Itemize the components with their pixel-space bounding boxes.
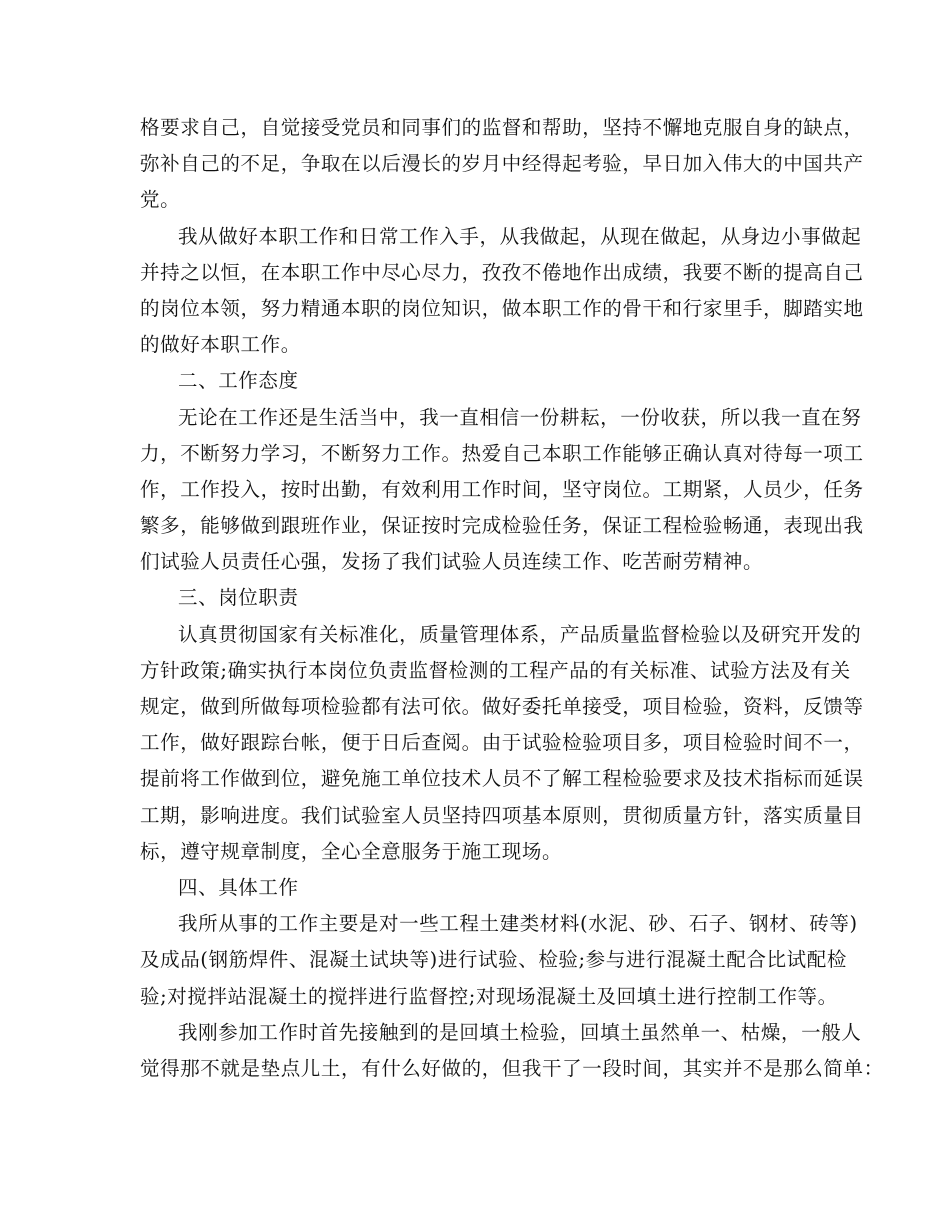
section-heading-specific-work — [140, 870, 830, 906]
text-line: 们试验人员责任心强，发扬了我们试验人员连续工作、吃苦耐劳精神。 — [140, 550, 764, 574]
section-heading-job-duties — [140, 580, 830, 616]
text-line: 工作，做好跟踪台帐，便于日后查阅。由于试验检验项目多，项目检验时间不一， — [140, 731, 864, 755]
text-line: 及成品(钢筋焊件、混凝土试块等)进行试验、检验;参与进行混凝土配合比试配检 — [140, 948, 847, 972]
text-line: 繁多，能够做到跟班作业，保证按时完成检验任务，保证工程检验畅通，表现出我 — [140, 514, 864, 538]
text-line: 验;对搅拌站混凝土的搅拌进行监督控;对现场混凝土及回填土进行控制工作等。 — [140, 984, 838, 1008]
paragraph — [140, 219, 864, 364]
text-line: 提前将工作做到位，避免施工单位技术人员不了解工程检验要求及技术指标而延误 — [140, 767, 864, 791]
text-line: 弥补自己的不足，争取在以后漫长的岁月中经得起考验，早日加入伟大的中国共产 — [140, 152, 864, 176]
section-heading-work-attitude — [140, 363, 830, 399]
text-line: 认真贯彻国家有关标准化，质量管理体系，产品质量监督检验以及研究开发的 — [178, 622, 862, 646]
text-line: 我所从事的工作主要是对一些工程土建类材料(水泥、砂、石子、钢材、砖等) — [178, 912, 858, 936]
text-line: 无论在工作还是生活当中，我一直相信一份耕耘，一份收获，所以我一直在努 — [178, 405, 862, 429]
text-line: 方针政策;确实执行本岗位负责监督检测的工程产品的有关标准、试验方法及有关 — [140, 658, 851, 682]
text-line: 工期，影响进度。我们试验室人员坚持四项基本原则，贯彻质量方针，落实质量目 — [140, 803, 864, 827]
text-line: 的做好本职工作。 — [140, 333, 301, 357]
paragraph — [140, 400, 864, 581]
section-heading: 四、具体工作 — [178, 875, 299, 899]
section-heading: 三、岗位职责 — [178, 586, 299, 610]
text-line: 作，工作投入，按时出勤，有效利用工作时间，坚守岗位。工期紧，人员少，任务 — [140, 477, 864, 501]
text-line: 力，不断努力学习，不断努力工作。热爱自己本职工作能够正确认真对待每一项工 — [140, 441, 864, 465]
text-line: 并持之以恒，在本职工作中尽心尽力，孜孜不倦地作出成绩，我要不断的提高自己 — [140, 260, 864, 284]
document-page — [140, 110, 884, 1087]
paragraph-continuation — [140, 110, 864, 219]
text-line: 我从做好本职工作和日常工作入手，从我做起，从现在做起，从身边小事做起 — [178, 224, 862, 248]
text-line: 规定，做到所做每项检验都有法可依。做好委托单接受，项目检验，资料，反馈等 — [140, 695, 864, 718]
text-line: 格要求自己，自觉接受党员和同事们的监督和帮助，坚持不懈地克服自身的缺点， — [140, 116, 864, 139]
text-line: 我刚参加工作时首先接触到的是回填土检验，回填土虽然单一、枯燥，一般人 — [178, 1020, 862, 1044]
text-line: 党。 — [140, 188, 181, 212]
paragraph — [140, 906, 858, 1015]
text-line: 标，遵守规章制度，全心全意服务于施工现场。 — [140, 839, 563, 863]
paragraph — [140, 1015, 884, 1087]
paragraph — [140, 617, 864, 870]
text-line: 觉得那不就是垫点儿土，有什么好做的，但我干了一段时间，其实并不是那么简单： — [140, 1056, 884, 1080]
section-heading: 二、工作态度 — [178, 369, 299, 393]
text-line: 的岗位本领，努力精通本职的岗位知识，做本职工作的骨干和行家里手，脚踏实地 — [140, 296, 864, 320]
